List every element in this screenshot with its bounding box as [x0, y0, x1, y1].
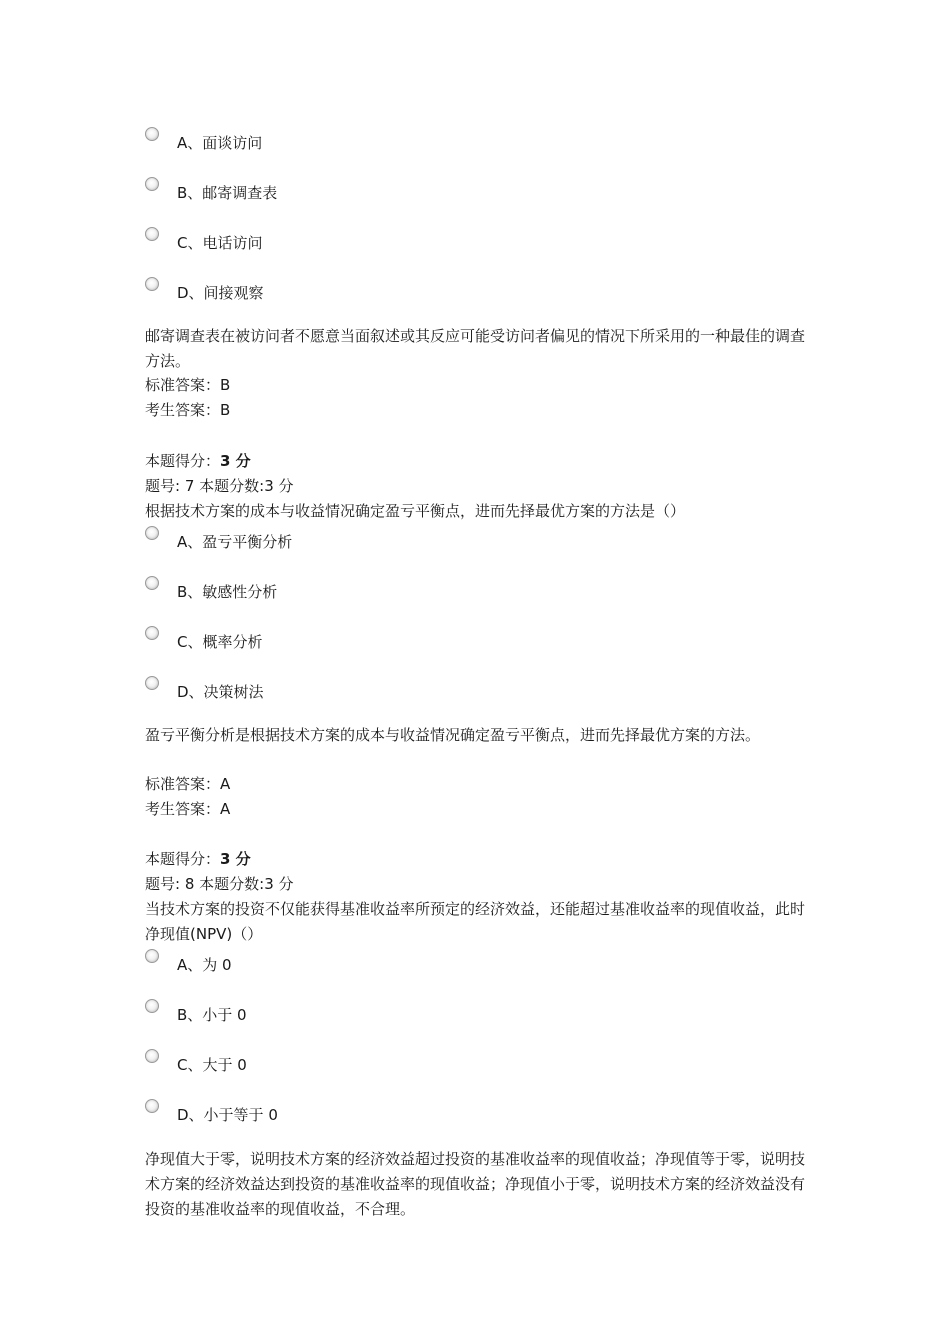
option-label: A、面谈访问	[177, 134, 263, 152]
q7-student-answer: 考生答案：A	[145, 800, 231, 818]
option-label: C、电话访问	[177, 234, 263, 252]
q6-student-answer: 考生答案：B	[145, 401, 231, 419]
option-label: D、小于等于 0	[177, 1106, 278, 1124]
option-label: B、邮寄调查表	[177, 184, 278, 202]
q6-score	[145, 450, 251, 472]
q8-explanation: 净现值大于零，说明技术方案的经济效益超过投资的基准收益率的现值收益；净现值等于零，说明技术方案的经济效益达到投资的基准收益率的现值收益；净现值小于零，说明技术方案的经济效益没有投资的基准收益率的现值收益，不合理。	[145, 1150, 806, 1218]
q7-score	[145, 848, 251, 870]
option-label: B、小于 0	[177, 1006, 247, 1024]
q8-option-a[interactable]	[145, 949, 545, 974]
option-label: C、大于 0	[177, 1056, 247, 1074]
score-label: 本题得分：	[145, 452, 221, 470]
radio-button[interactable]	[145, 949, 159, 963]
radio-button[interactable]	[145, 526, 159, 540]
score-value: 3 分	[220, 850, 251, 868]
radio-button[interactable]	[145, 177, 159, 191]
q7-option-d[interactable]	[145, 676, 545, 701]
score-value: 3 分	[220, 452, 251, 470]
q8-option-c[interactable]	[145, 1049, 545, 1074]
radio-button[interactable]	[145, 277, 159, 291]
radio-button[interactable]	[145, 676, 159, 690]
option-label: C、概率分析	[177, 633, 263, 651]
q8-option-d[interactable]	[145, 1099, 545, 1124]
radio-button[interactable]	[145, 576, 159, 590]
q7-header: 题号: 7 本题分数:3 分	[145, 477, 294, 495]
option-label: A、为 0	[177, 956, 232, 974]
radio-button[interactable]	[145, 1049, 159, 1063]
q8-header: 题号: 8 本题分数:3 分	[145, 875, 294, 893]
q6-standard-answer: 标准答案：B	[145, 376, 231, 394]
radio-button[interactable]	[145, 127, 159, 141]
option-label: D、间接观察	[177, 284, 264, 302]
option-label: A、盈亏平衡分析	[177, 533, 293, 551]
radio-button[interactable]	[145, 999, 159, 1013]
q6-explanation: 邮寄调查表在被访问者不愿意当面叙述或其反应可能受访问者偏见的情况下所采用的一种最佳的调查方法。	[145, 327, 806, 370]
radio-button[interactable]	[145, 626, 159, 640]
radio-button[interactable]	[145, 1099, 159, 1113]
q7-standard-answer: 标准答案：A	[145, 775, 231, 793]
q7-explanation: 盈亏平衡分析是根据技术方案的成本与收益情况确定盈亏平衡点，进而先择最优方案的方法。	[145, 726, 761, 744]
q6-option-b[interactable]	[145, 177, 545, 202]
q6-option-a[interactable]	[145, 127, 545, 152]
q7-option-c[interactable]	[145, 626, 545, 651]
score-label: 本题得分：	[145, 850, 221, 868]
q7-option-b[interactable]	[145, 576, 545, 601]
option-label: D、决策树法	[177, 683, 264, 701]
q8-option-b[interactable]	[145, 999, 545, 1024]
q6-option-d[interactable]	[145, 277, 545, 302]
q8-question: 当技术方案的投资不仅能获得基准收益率所预定的经济效益，还能超过基准收益率的现值收益，此时净现值(NPV)（）	[145, 900, 806, 943]
radio-button[interactable]	[145, 227, 159, 241]
q7-question: 根据技术方案的成本与收益情况确定盈亏平衡点，进而先择最优方案的方法是（）	[145, 502, 686, 520]
q6-option-c[interactable]	[145, 227, 545, 252]
q7-option-a[interactable]	[145, 526, 545, 551]
option-label: B、敏感性分析	[177, 583, 278, 601]
